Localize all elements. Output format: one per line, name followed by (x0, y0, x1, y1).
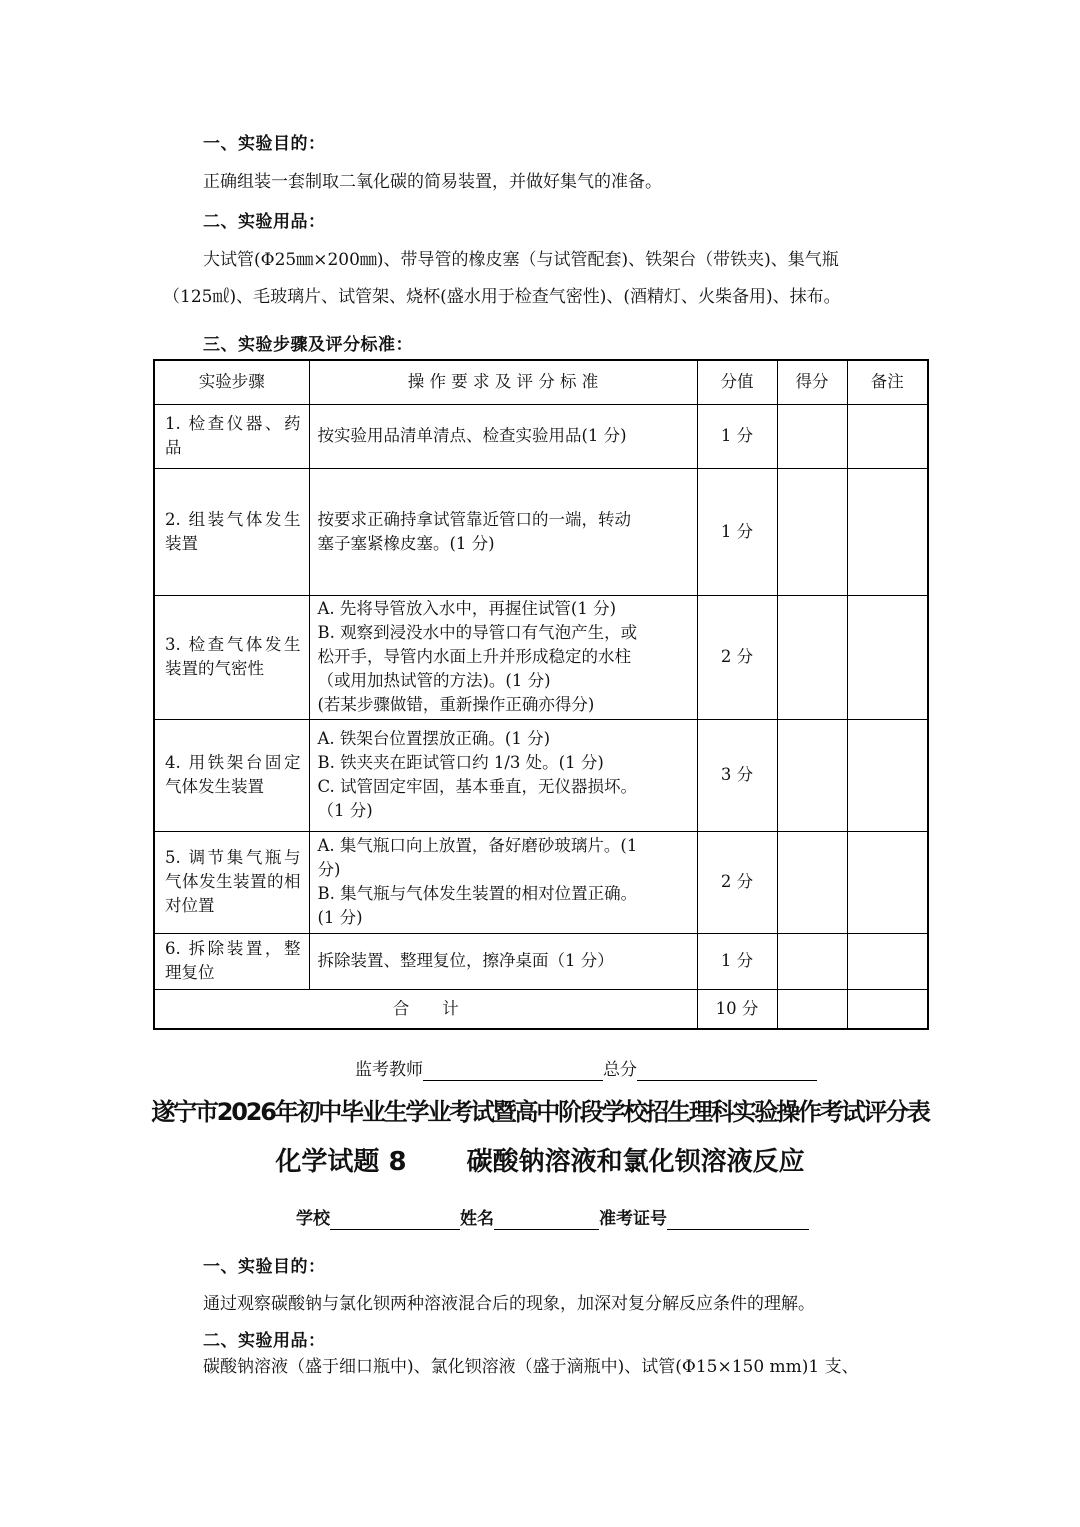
exam-topic: 碳酸钠溶液和氯化钡溶液反应 (466, 1147, 805, 1177)
operation-line: 拆除装置、整理复位，擦净桌面（1 分） (317, 951, 614, 970)
operations-cell (309, 933, 697, 989)
part2-materials-text: 碳酸钠溶液（盛于细口瓶中)、氯化钡溶液（盛于滴瓶中)、试管(Φ15×150 mm)1 支、 (203, 1357, 859, 1377)
remarks-cell[interactable] (847, 595, 928, 719)
table-row (154, 933, 928, 989)
proctor-blank[interactable] (423, 1062, 603, 1081)
score-cell[interactable] (777, 831, 847, 933)
points-cell: 2 分 (697, 595, 777, 719)
operations-cell (309, 719, 697, 831)
points-cell: 1 分 (697, 933, 777, 989)
operation-line: A. 集气瓶口向上放置，备好磨砂玻璃片。(1 (317, 836, 638, 855)
section-heading-materials: 二、实验用品： (203, 212, 326, 232)
header-score: 得分 (777, 360, 847, 404)
operations-cell (309, 468, 697, 595)
remarks-cell[interactable] (847, 831, 928, 933)
proctor-label: 监考教师 (355, 1060, 423, 1080)
document-title: 遂宁市2026年初中毕业生学业考试暨高中阶段学校招生理科实验操作考试评分表 (151, 1098, 929, 1126)
score-cell[interactable] (777, 595, 847, 719)
operation-line: C. 试管固定牢固，基本垂直，无仪器损坏。 (317, 777, 638, 796)
operations-cell (309, 831, 697, 933)
materials-line-1: 大试管(Φ25㎜×200㎜)、带导管的橡皮塞（与试管配套)、铁架台（带铁夹)、集气瓶 (203, 250, 839, 270)
total-score-label: 总分 (603, 1060, 637, 1080)
total-score-cell[interactable] (777, 989, 847, 1029)
operation-line: A. 先将导管放入水中，再握住试管(1 分) (317, 599, 617, 618)
name-label: 姓名 (460, 1209, 494, 1229)
table-row (154, 468, 928, 595)
table-row (154, 719, 928, 831)
operations-cell (309, 595, 697, 719)
table-row (154, 404, 928, 468)
total-remarks-cell[interactable] (847, 989, 928, 1029)
exam-id-blank[interactable] (667, 1211, 809, 1230)
remarks-cell[interactable] (847, 719, 928, 831)
section-heading-purpose: 一、实验目的： (203, 134, 326, 154)
score-cell[interactable] (777, 933, 847, 989)
section-heading-steps: 三、实验步骤及评分标准： (203, 335, 413, 355)
operation-line: 按要求正确持拿试管靠近管口的一端，转动 (317, 509, 631, 529)
remarks-cell[interactable] (847, 468, 928, 595)
operation-line: 松开手，导管内水面上升并形成稳定的水柱 (317, 647, 631, 666)
total-score-blank[interactable] (637, 1062, 817, 1081)
total-label: 合 计 (154, 989, 697, 1029)
table-header-row (154, 360, 928, 404)
remarks-cell[interactable] (847, 933, 928, 989)
part2-heading-materials: 二、实验用品： (203, 1331, 326, 1351)
points-cell: 1 分 (697, 468, 777, 595)
operation-line: 分) (317, 860, 341, 879)
operation-line: B. 观察到浸没水中的导管口有气泡产生，或 (317, 623, 638, 642)
remarks-cell[interactable] (847, 404, 928, 468)
step-cell: 5. 调节集气瓶与气体发生装置的相对位置 (154, 831, 309, 933)
operation-line: B. 集气瓶与气体发生装置的相对位置正确。 (317, 884, 638, 903)
table-row (154, 595, 928, 719)
operation-line: (1 分) (317, 908, 363, 927)
operation-line: (若某步骤做错，重新操作正确亦得分) (317, 695, 595, 714)
purpose-text: 正确组装一套制取二氧化碳的简易装置，并做好集气的准备。 (203, 172, 662, 192)
operation-line: 按实验用品清单清点、检查实验用品(1 分) (317, 426, 627, 445)
total-points: 10 分 (697, 989, 777, 1029)
step-cell: 6. 拆除装置，整理复位 (154, 933, 309, 989)
part2-heading-purpose: 一、实验目的： (203, 1257, 326, 1277)
table-row (154, 831, 928, 933)
operation-line: （1 分) (317, 801, 373, 820)
candidate-info-line (296, 1208, 809, 1230)
header-remarks: 备注 (847, 360, 928, 404)
school-blank[interactable] (330, 1211, 460, 1230)
exam-number: 化学试题 8 (275, 1147, 407, 1177)
step-cell: 2. 组装气体发生装置 (154, 468, 309, 595)
scoring-table (153, 359, 929, 1030)
points-cell: 3 分 (697, 719, 777, 831)
step-cell: 4. 用铁架台固定气体发生装置 (154, 719, 309, 831)
exam-id-label: 准考证号 (599, 1209, 667, 1229)
header-requirements: 操 作 要 求 及 评 分 标 准 (309, 360, 697, 404)
operation-line: （或用加热试管的方法)。(1 分) (317, 671, 551, 690)
points-cell: 2 分 (697, 831, 777, 933)
table-total-row (154, 989, 928, 1029)
materials-line-2: （125㎖)、毛玻璃片、试管架、烧杯(盛水用于检查气密性)、(酒精灯、火柴备用)、抹布。 (163, 287, 841, 307)
name-blank[interactable] (494, 1211, 599, 1230)
school-label: 学校 (296, 1209, 330, 1229)
header-step: 实验步骤 (154, 360, 309, 404)
score-cell[interactable] (777, 719, 847, 831)
signature-line (355, 1059, 817, 1081)
score-cell[interactable] (777, 404, 847, 468)
operations-cell (309, 404, 697, 468)
operation-line: A. 铁架台位置摆放正确。(1 分) (317, 729, 551, 748)
step-cell: 1. 检查仪器、药品 (154, 404, 309, 468)
operation-line: 塞子塞紧橡皮塞。(1 分) (317, 533, 495, 553)
exam-subtitle (0, 1146, 1080, 1178)
step-cell: 3. 检查气体发生装置的气密性 (154, 595, 309, 719)
score-cell[interactable] (777, 468, 847, 595)
header-points: 分值 (697, 360, 777, 404)
points-cell: 1 分 (697, 404, 777, 468)
part2-purpose-text: 通过观察碳酸钠与氯化钡两种溶液混合后的现象，加深对复分解反应条件的理解。 (203, 1294, 815, 1314)
operation-line: B. 铁夹夹在距试管口约 1/3 处。(1 分) (317, 753, 604, 772)
